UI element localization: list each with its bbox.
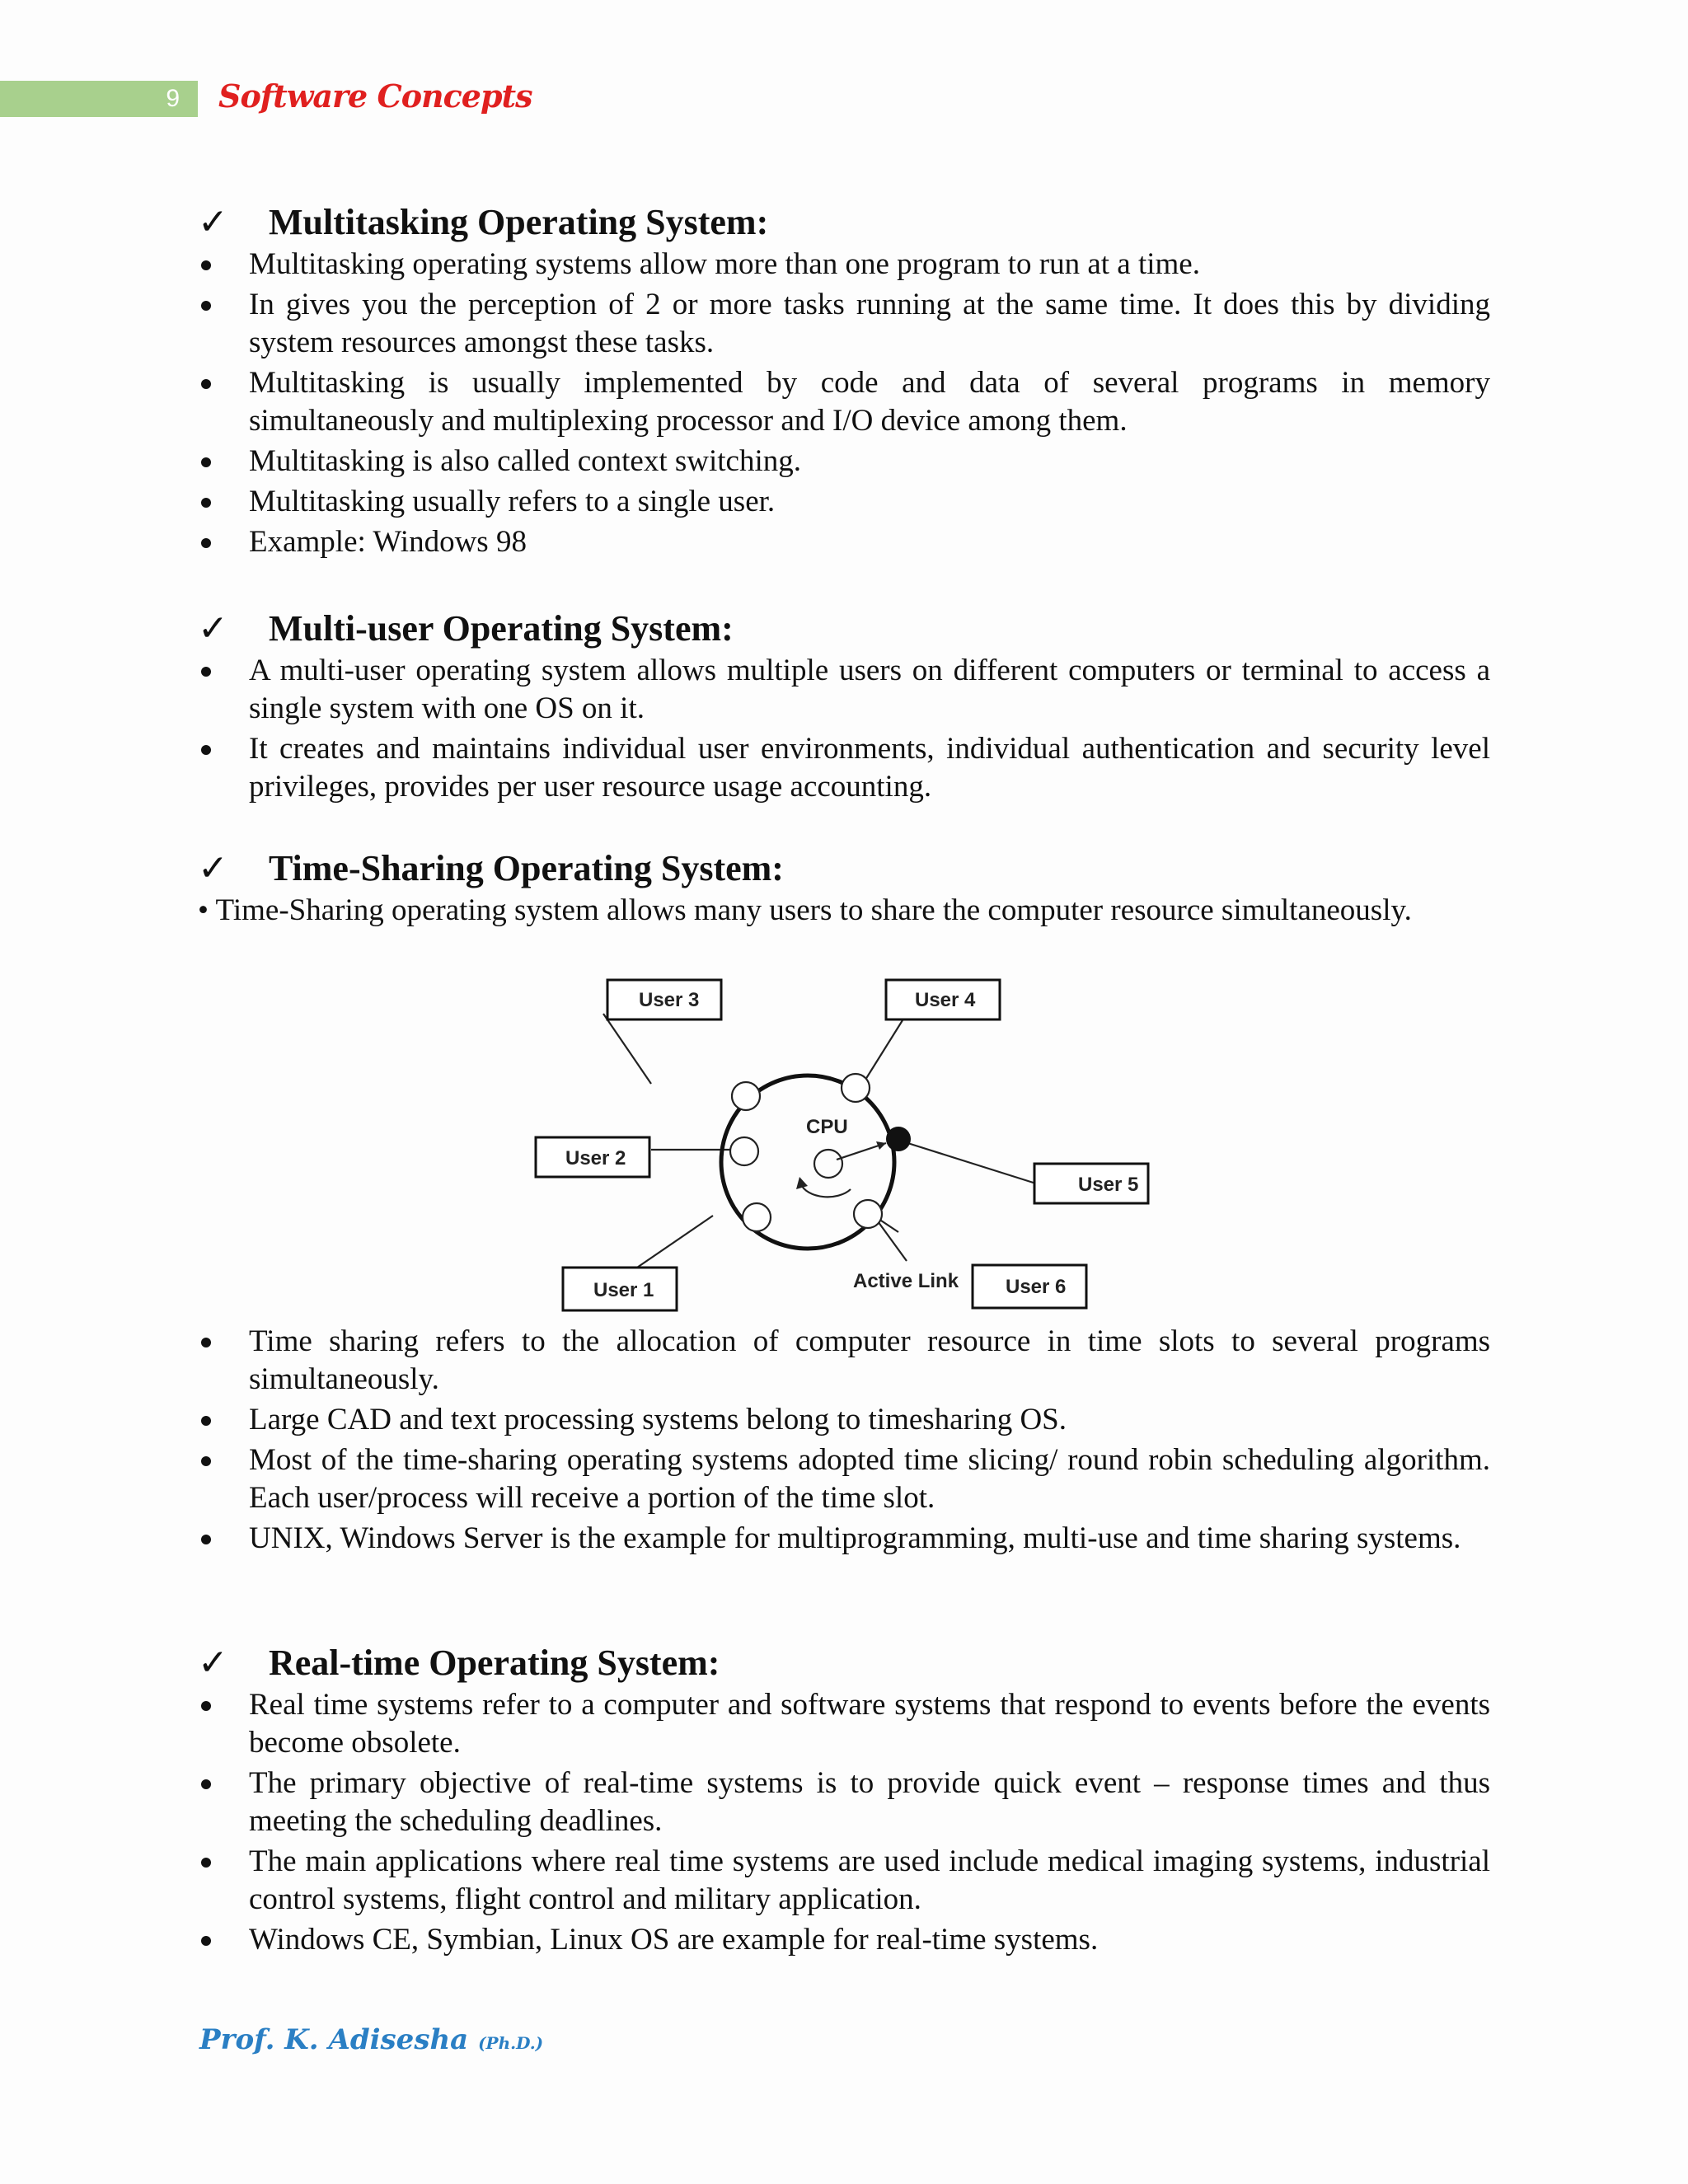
heading-text: Multitasking Operating System: bbox=[269, 201, 769, 242]
list-item: Multitasking operating systems allow more than one program to run at a time. bbox=[198, 246, 1490, 284]
list-item: It creates and maintains individual user environments, individual authentication and security level privileges, provides per user resource usage accounting. bbox=[198, 730, 1490, 806]
header-title: Software Concepts bbox=[218, 77, 532, 115]
list-item: In gives you the perception of 2 or more tasks running at the same time. It does this by dividing system resources amongst these tasks. bbox=[198, 286, 1490, 362]
checkmark-icon: ✓ bbox=[198, 200, 228, 243]
line-user5 bbox=[903, 1141, 1039, 1184]
cpu-label: CPU bbox=[806, 1116, 848, 1138]
list-item: Example: Windows 98 bbox=[198, 523, 1490, 561]
port-user3 bbox=[732, 1082, 760, 1110]
port-user1 bbox=[743, 1203, 771, 1231]
section-timesharing-details bbox=[198, 1323, 1490, 1560]
list-item: The primary objective of real-time systems is to provide quick event – response times and thus meeting the scheduling deadlines. bbox=[198, 1765, 1490, 1840]
list-item: Large CAD and text processing systems belong to timesharing OS. bbox=[198, 1401, 1490, 1439]
footer-signature bbox=[199, 2023, 543, 2056]
port-user2 bbox=[730, 1137, 758, 1165]
user3-label: User 3 bbox=[639, 989, 700, 1011]
user2-label: User 2 bbox=[565, 1147, 626, 1169]
section-multiuser bbox=[198, 604, 1490, 808]
section-timesharing bbox=[198, 844, 1490, 930]
bullet-list bbox=[198, 246, 1490, 561]
active-port bbox=[886, 1127, 911, 1151]
port-user4 bbox=[842, 1074, 870, 1102]
line-user1 bbox=[635, 1216, 713, 1269]
list-item: Multitasking usually refers to a single user. bbox=[198, 483, 1490, 521]
heading-text: Real-time Operating System: bbox=[269, 1642, 720, 1683]
connection-lines bbox=[603, 1014, 1039, 1269]
section-heading bbox=[198, 604, 1490, 652]
timesharing-diagram bbox=[511, 968, 1187, 1323]
cpu-center bbox=[814, 1150, 842, 1178]
user1-label: User 1 bbox=[593, 1279, 654, 1301]
user-labels bbox=[565, 989, 1138, 1301]
heading-text: Time-Sharing Operating System: bbox=[269, 847, 784, 888]
checkmark-icon: ✓ bbox=[198, 1641, 228, 1684]
user6-label: User 6 bbox=[1006, 1276, 1067, 1298]
section-heading bbox=[198, 1638, 1490, 1686]
bullet-list bbox=[198, 1686, 1490, 1959]
section-realtime bbox=[198, 1638, 1490, 1961]
section-heading bbox=[198, 844, 1490, 892]
intro-paragraph: • Time-Sharing operating system allows many users to share the computer resource simultaneously. bbox=[198, 893, 1412, 927]
list-item: Real time systems refer to a computer and software systems that respond to events before the events become obsolete. bbox=[198, 1686, 1490, 1762]
list-item: Windows CE, Symbian, Linux OS are example for real-time systems. bbox=[198, 1921, 1490, 1959]
list-item: Multitasking is also called context switching. bbox=[198, 443, 1490, 480]
section-heading bbox=[198, 198, 1490, 246]
line-user3 bbox=[603, 1014, 651, 1084]
rotation-arrow bbox=[801, 1184, 851, 1197]
page-number: 9 bbox=[0, 81, 198, 117]
bullet-list bbox=[198, 652, 1490, 806]
rotation-arrow-head bbox=[796, 1177, 808, 1189]
port-user6 bbox=[854, 1200, 882, 1228]
author-name: Prof. K. Adisesha bbox=[199, 2023, 469, 2056]
author-degree: (Ph.D.) bbox=[478, 2033, 544, 2053]
heading-text: Multi-user Operating System: bbox=[269, 607, 734, 649]
list-item: UNIX, Windows Server is the example for multiprogramming, multi-use and time sharing systems. bbox=[198, 1520, 1490, 1558]
intro-text: Time-Sharing operating system allows many users to share the computer resource simultaneously. bbox=[215, 893, 1412, 927]
list-item: A multi-user operating system allows multiple users on different computers or terminal to access a single system with one OS on it. bbox=[198, 652, 1490, 728]
active-link-label: Active Link bbox=[853, 1270, 959, 1292]
checkmark-icon: ✓ bbox=[198, 846, 228, 889]
user-boxes bbox=[536, 980, 1148, 1310]
user5-label: User 5 bbox=[1078, 1174, 1139, 1196]
user4-label: User 4 bbox=[915, 989, 976, 1011]
section-multitasking bbox=[198, 198, 1490, 564]
list-item: Time sharing refers to the allocation of computer resource in time slots to several programs simultaneously. bbox=[198, 1323, 1490, 1399]
list-item: The main applications where real time systems are used include medical imaging systems, industrial control systems, flight control and military application. bbox=[198, 1843, 1490, 1919]
line-user4 bbox=[865, 1014, 907, 1080]
checkmark-icon: ✓ bbox=[198, 607, 228, 649]
list-item: Multitasking is usually implemented by code and data of several programs in memory simultaneously and multiplexing processor and I/O device among them. bbox=[198, 364, 1490, 440]
list-item: Most of the time-sharing operating systems adopted time slicing/ round robin scheduling algorithm. Each user/process will receive a portion of the time slot. bbox=[198, 1441, 1490, 1517]
bullet-list bbox=[198, 1323, 1490, 1558]
